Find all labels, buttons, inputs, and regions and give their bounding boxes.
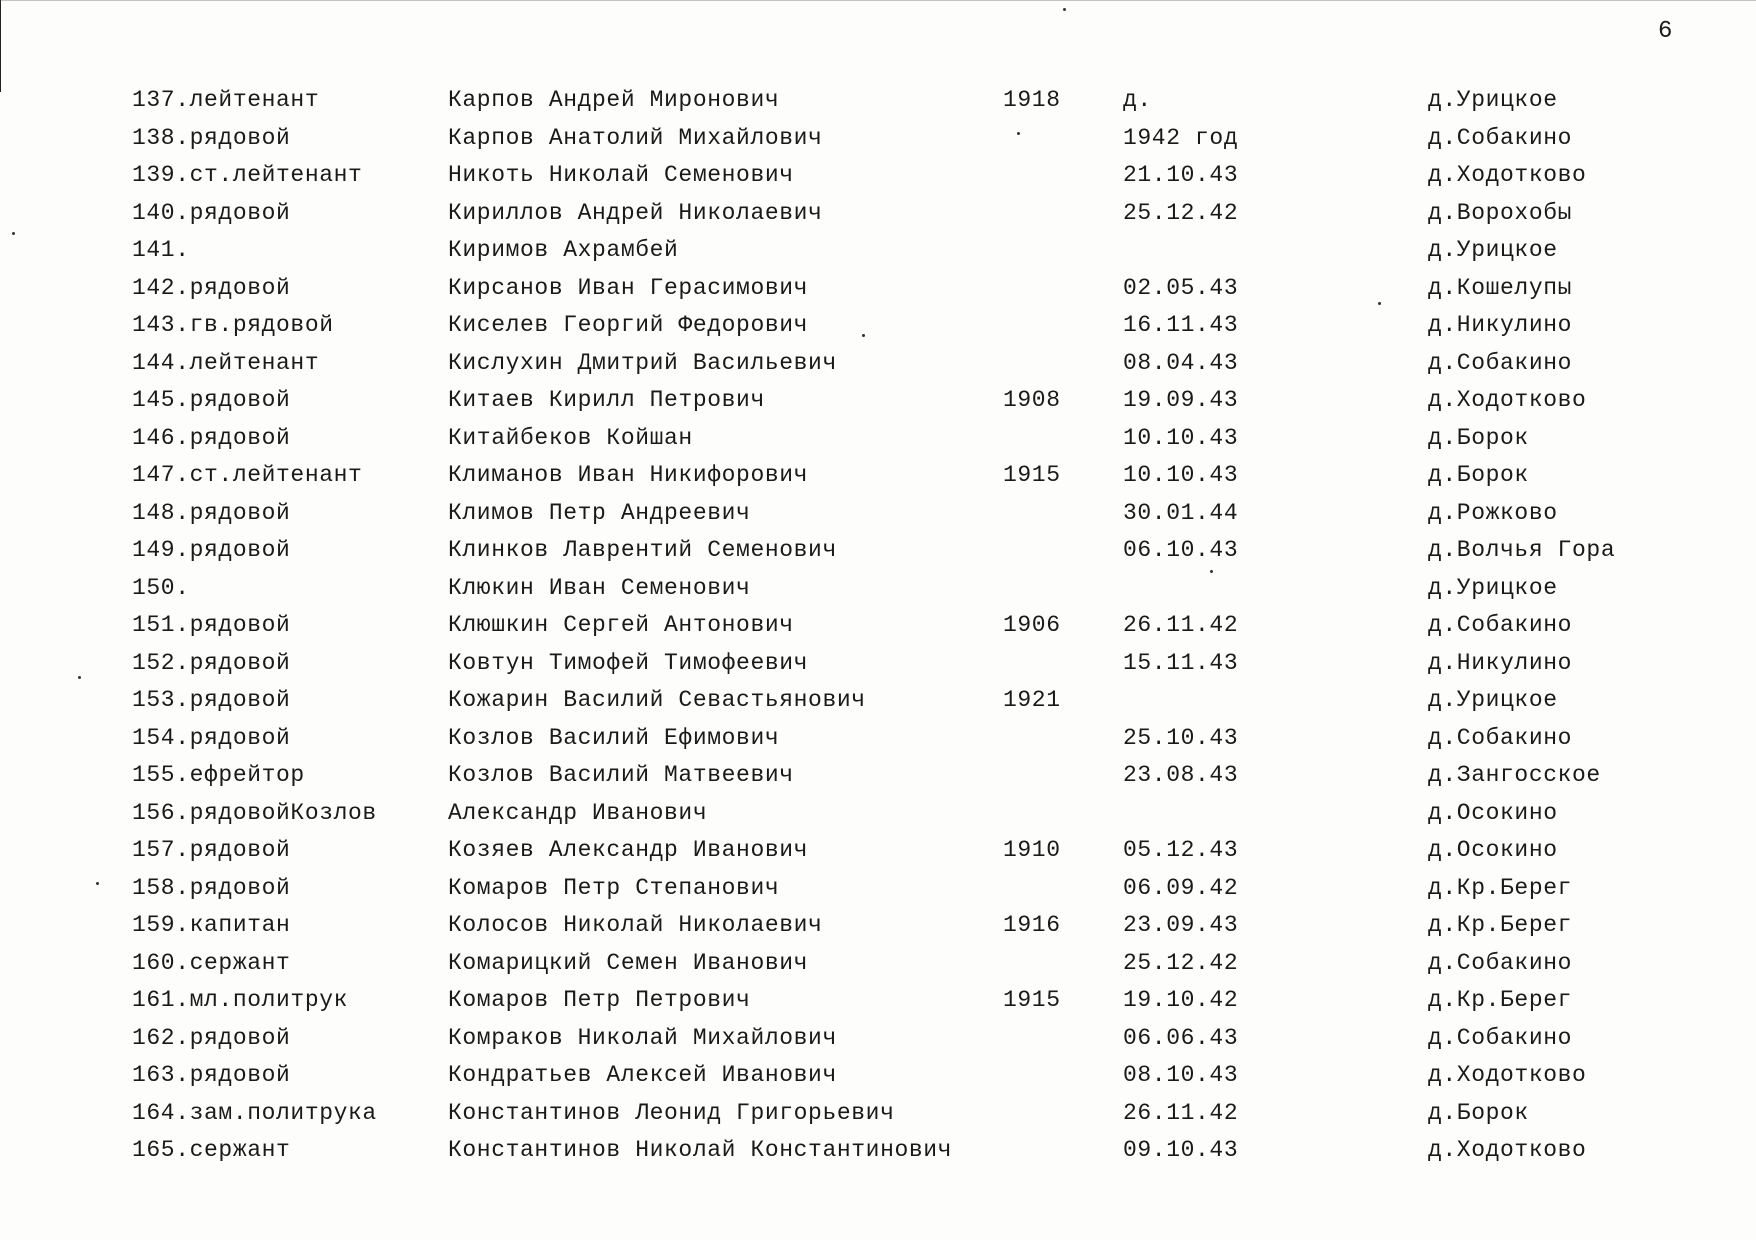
record-row — [0, 345, 1756, 383]
record-place: д.Никулино — [1428, 312, 1573, 338]
record-name: Кожарин Василий Севастьянович — [448, 687, 866, 713]
record-number-rank: 159.капитан — [132, 912, 291, 938]
record-birth-year: 1916 — [1003, 912, 1061, 938]
record-name: Климов Петр Андреевич — [448, 499, 751, 526]
record-date: 10.10.43 — [1123, 424, 1239, 451]
record-date: 26.11.42 — [1123, 612, 1239, 638]
record-row — [0, 195, 1756, 233]
record-number-rank: 154.рядовой — [132, 724, 291, 751]
record-row — [0, 795, 1756, 833]
record-date: 1942 год — [1123, 124, 1239, 151]
record-row — [0, 382, 1756, 420]
record-row — [0, 232, 1756, 270]
record-date: 05.12.43 — [1123, 837, 1239, 863]
record-row — [0, 1057, 1756, 1095]
record-date: 25.12.42 — [1123, 949, 1239, 976]
record-row — [0, 907, 1756, 945]
record-row — [0, 832, 1756, 870]
record-name: Козлов Василий Матвеевич — [448, 762, 794, 788]
record-place: д.Собакино — [1428, 724, 1573, 751]
record-name: Комаров Петр Петрович — [448, 987, 751, 1013]
record-name: Кирсанов Иван Герасимович — [448, 274, 809, 301]
record-place: д.Ходотково — [1428, 387, 1587, 413]
record-number-rank: 139.ст.лейтенант — [132, 162, 363, 188]
record-birth-year: 1910 — [1003, 837, 1061, 863]
record-date: 25.12.42 — [1123, 199, 1239, 226]
record-name: Кислухин Дмитрий Васильевич — [448, 349, 837, 376]
scan-speck — [96, 882, 99, 885]
record-name: Карпов Андрей Миронович — [448, 87, 780, 113]
record-row — [0, 1020, 1756, 1058]
record-name: Киселев Георгий Федорович — [448, 312, 809, 338]
scan-speck — [12, 232, 15, 235]
record-place: д.Урицкое — [1428, 687, 1558, 713]
record-place: д.Осокино — [1428, 799, 1558, 826]
record-number-rank: 161.мл.политрук — [132, 987, 349, 1013]
record-date: 06.06.43 — [1123, 1024, 1239, 1051]
record-date: 19.10.42 — [1123, 987, 1239, 1013]
record-number-rank: 150. — [132, 574, 190, 601]
record-row — [0, 307, 1756, 345]
record-date: 23.08.43 — [1123, 762, 1239, 788]
record-place: д.Собакино — [1428, 124, 1573, 151]
record-name: Кондратьев Алексей Иванович — [448, 1062, 837, 1088]
record-name: Козяев Александр Иванович — [448, 837, 809, 863]
record-name: Карпов Анатолий Михайлович — [448, 124, 823, 151]
scan-speck — [1017, 132, 1020, 135]
record-name: Колосов Николай Николаевич — [448, 912, 823, 938]
record-row — [0, 570, 1756, 608]
record-name: Комаров Петр Степанович — [448, 874, 780, 901]
record-date: 23.09.43 — [1123, 912, 1239, 938]
record-date: 02.05.43 — [1123, 274, 1239, 301]
scan-edge-horizontal — [0, 0, 1756, 1]
record-number-rank: 149.рядовой — [132, 537, 291, 563]
page-number: 6 — [1658, 18, 1674, 45]
record-place: д.Ходотково — [1428, 162, 1587, 188]
record-place: д.Ворохобы — [1428, 199, 1573, 226]
record-place: д.Зангосское — [1428, 762, 1601, 788]
record-date: 15.11.43 — [1123, 649, 1239, 676]
record-place: д.Кр.Берег — [1428, 987, 1573, 1013]
record-date: 19.09.43 — [1123, 387, 1239, 413]
record-place: д.Собакино — [1428, 612, 1573, 638]
record-row — [0, 82, 1756, 120]
record-row — [0, 1095, 1756, 1133]
record-date: 06.09.42 — [1123, 874, 1239, 901]
record-row — [0, 270, 1756, 308]
record-number-rank: 141. — [132, 237, 190, 263]
record-row — [0, 1132, 1756, 1170]
record-number-rank: 147.ст.лейтенант — [132, 462, 363, 488]
record-place: д.Волчья Гора — [1428, 537, 1616, 563]
scan-speck — [1210, 570, 1213, 573]
record-row — [0, 870, 1756, 908]
record-number-rank: 146.рядовой — [132, 424, 291, 451]
scan-speck — [1063, 8, 1066, 11]
record-birth-year: 1915 — [1003, 462, 1061, 488]
record-date: 09.10.43 — [1123, 1137, 1239, 1163]
record-place: д.Борок — [1428, 462, 1529, 488]
record-row — [0, 532, 1756, 570]
record-row — [0, 420, 1756, 458]
record-name: Никоть Николай Семенович — [448, 162, 794, 188]
record-place: д.Урицкое — [1428, 237, 1558, 263]
record-name: Клинков Лаврентий Семенович — [448, 537, 837, 563]
record-number-rank: 143.гв.рядовой — [132, 312, 334, 338]
record-date: 26.11.42 — [1123, 1099, 1239, 1126]
record-place: д.Кошелупы — [1428, 274, 1573, 301]
record-number-rank: 160.сержант — [132, 949, 291, 976]
record-row — [0, 982, 1756, 1020]
record-number-rank: 144.лейтенант — [132, 349, 320, 376]
record-date: 08.10.43 — [1123, 1062, 1239, 1088]
record-number-rank: 145.рядовой — [132, 387, 291, 413]
record-name: Клюкин Иван Семенович — [448, 574, 751, 601]
record-name: Киримов Ахрамбей — [448, 237, 679, 263]
record-place: д.Собакино — [1428, 949, 1573, 976]
record-number-rank: 152.рядовой — [132, 649, 291, 676]
scan-speck — [1378, 302, 1381, 305]
record-number-rank: 164.зам.политрука — [132, 1099, 377, 1126]
record-number-rank: 153.рядовой — [132, 687, 291, 713]
record-number-rank: 155.ефрейтор — [132, 762, 305, 788]
record-birth-year: 1918 — [1003, 87, 1061, 113]
scan-speck — [78, 676, 81, 679]
record-date: 10.10.43 — [1123, 462, 1239, 488]
record-row — [0, 945, 1756, 983]
record-place: д.Собакино — [1428, 349, 1573, 376]
record-name: Константинов Николай Константинович — [448, 1137, 953, 1163]
record-row — [0, 607, 1756, 645]
record-date: 06.10.43 — [1123, 537, 1239, 563]
scan-edge-vertical — [0, 0, 1, 92]
record-birth-year: 1906 — [1003, 612, 1061, 638]
record-number-rank: 165.сержант — [132, 1137, 291, 1163]
records-list — [0, 82, 1756, 1170]
record-row — [0, 720, 1756, 758]
record-name: Константинов Леонид Григорьевич — [448, 1099, 895, 1126]
record-row — [0, 757, 1756, 795]
record-place: д.Борок — [1428, 1099, 1529, 1126]
record-name: Кириллов Андрей Николаевич — [448, 199, 823, 226]
record-number-rank: 151.рядовой — [132, 612, 291, 638]
record-number-rank: 140.рядовой — [132, 199, 291, 226]
record-place: д.Кр.Берег — [1428, 912, 1573, 938]
record-date: 30.01.44 — [1123, 499, 1239, 526]
record-date: д. — [1123, 87, 1152, 113]
record-number-rank: 157.рядовой — [132, 837, 291, 863]
record-birth-year: 1921 — [1003, 687, 1061, 713]
record-date: 21.10.43 — [1123, 162, 1239, 188]
record-number-rank: 137.лейтенант — [132, 87, 320, 113]
record-date: 25.10.43 — [1123, 724, 1239, 751]
record-number-rank: 142.рядовой — [132, 274, 291, 301]
record-number-rank: 163.рядовой — [132, 1062, 291, 1088]
record-place: д.Урицкое — [1428, 574, 1558, 601]
record-number-rank: 138.рядовой — [132, 124, 291, 151]
scan-speck — [862, 334, 865, 337]
record-row — [0, 157, 1756, 195]
record-name: Козлов Василий Ефимович — [448, 724, 780, 751]
record-name: Комраков Николай Михайлович — [448, 1024, 837, 1051]
record-place: д.Осокино — [1428, 837, 1558, 863]
record-name: Клюшкин Сергей Антонович — [448, 612, 794, 638]
record-place: д.Никулино — [1428, 649, 1573, 676]
record-name: Александр Иванович — [448, 799, 708, 826]
record-place: д.Рожково — [1428, 499, 1558, 526]
record-number-rank: 158.рядовой — [132, 874, 291, 901]
record-row — [0, 682, 1756, 720]
record-row — [0, 645, 1756, 683]
record-row — [0, 457, 1756, 495]
record-birth-year: 1915 — [1003, 987, 1061, 1013]
record-place: д.Кр.Берег — [1428, 874, 1573, 901]
record-place: д.Ходотково — [1428, 1137, 1587, 1163]
record-number-rank: 148.рядовой — [132, 499, 291, 526]
record-place: д.Борок — [1428, 424, 1529, 451]
record-birth-year: 1908 — [1003, 387, 1061, 413]
record-place: д.Собакино — [1428, 1024, 1573, 1051]
record-number-rank: 162.рядовой — [132, 1024, 291, 1051]
record-date: 16.11.43 — [1123, 312, 1239, 338]
record-name: Климанов Иван Никифорович — [448, 462, 809, 488]
record-number-rank: 156.рядовойКозлов — [132, 799, 377, 826]
record-place: д.Урицкое — [1428, 87, 1558, 113]
record-name: Китаев Кирилл Петрович — [448, 387, 765, 413]
record-row — [0, 495, 1756, 533]
record-date: 08.04.43 — [1123, 349, 1239, 376]
record-name: Ковтун Тимофей Тимофеевич — [448, 649, 809, 676]
record-name: Комарицкий Семен Иванович — [448, 949, 809, 976]
record-name: Китайбеков Койшан — [448, 424, 693, 451]
record-row — [0, 120, 1756, 158]
record-place: д.Ходотково — [1428, 1062, 1587, 1088]
